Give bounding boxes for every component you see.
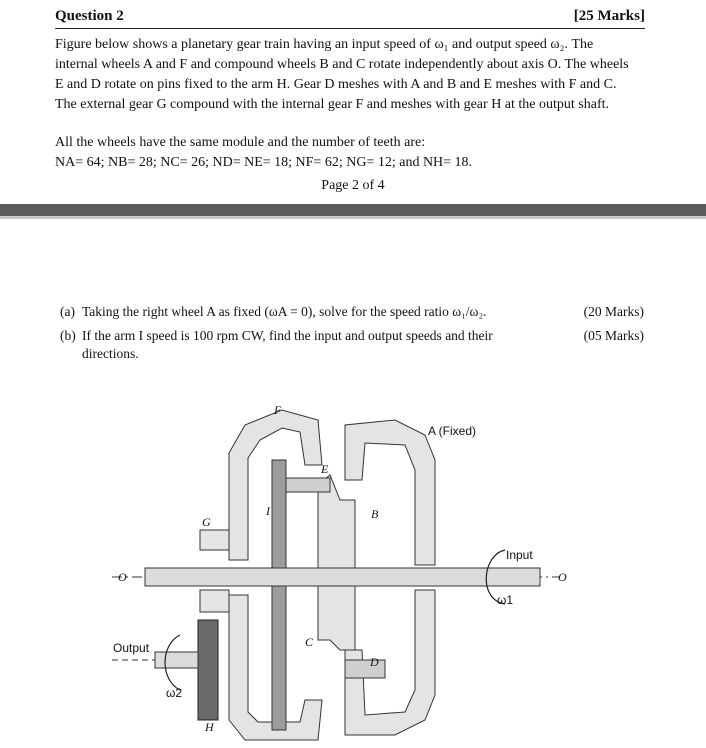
part-marks: (05 Marks) (583, 328, 644, 343)
label-F: F (274, 403, 282, 417)
intro-line: E and D rotate on pins fixed to the arm H. Gear D meshes with A and B and E meshes with F and C. (55, 77, 617, 92)
label-I: I (266, 504, 270, 518)
question-title: Question 2 (55, 8, 124, 24)
output-shaft (155, 652, 198, 668)
label-output: Output (113, 641, 150, 655)
gear-G-lower (200, 590, 229, 612)
label-G: G (202, 515, 211, 529)
gear-A-upper (345, 420, 435, 565)
page-number: Page 2 of 4 (321, 178, 385, 193)
part-label: (b) (60, 328, 76, 343)
label-C: C (305, 635, 314, 649)
page-separator-shadow (0, 216, 706, 219)
intro-line: The external gear G compound with the internal gear F and meshes with gear H at the output shaft. (55, 97, 609, 112)
label-O-right: O (558, 570, 567, 584)
wheel-BC (318, 475, 355, 650)
input-shaft (145, 568, 540, 586)
pin-E (286, 478, 330, 492)
part-b (60, 326, 644, 366)
intro-paragraph (55, 35, 645, 115)
part-text: Taking the right wheel A as fixed (ωA = 0), solve for the speed ratio ω₁/ω₂. (82, 304, 487, 319)
intro-line: internal wheels A and F and compound wheels B and C rotate independently about axis O. The wheels (55, 57, 629, 72)
label-input: Input (506, 548, 533, 562)
label-H: H (205, 720, 214, 734)
label-O-left: O (118, 570, 127, 584)
planetary-gear-figure (0, 380, 706, 748)
pin-D (345, 660, 385, 678)
label-A-fixed: A (Fixed) (428, 424, 477, 438)
gear-H (198, 620, 218, 720)
label-E: E (321, 462, 329, 476)
part-marks: (20 Marks) (583, 304, 644, 319)
intro-line: Figure below shows a planetary gear train having an input speed of ω₁ and output speed ω₂. The (55, 37, 594, 52)
page-separator (0, 204, 706, 216)
label-omega1: ω1 (497, 593, 514, 607)
question-header (55, 6, 645, 29)
label-D: D (370, 655, 379, 669)
gear-G-upper (200, 530, 229, 550)
teeth-line: All the wheels have the same module and the number of teeth are: (55, 135, 426, 150)
part-text-cont: directions. (82, 346, 139, 361)
arm-I (272, 460, 286, 730)
label-omega2: ω2 (166, 686, 183, 700)
question-marks: [25 Marks] (573, 8, 645, 24)
part-text: If the arm I speed is 100 rpm CW, find the input and output speeds and their (82, 328, 493, 343)
part-label: (a) (60, 304, 75, 319)
teeth-line: NA= 64; NB= 28; NC= 26; ND= NE= 18; NF= 62; NG= 12; and NH= 18. (55, 155, 473, 170)
label-B: B (371, 507, 379, 521)
teeth-paragraph (55, 133, 645, 173)
